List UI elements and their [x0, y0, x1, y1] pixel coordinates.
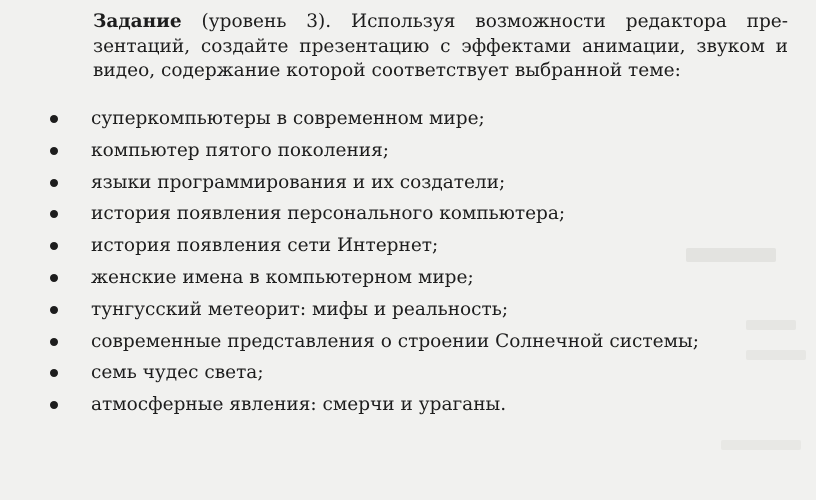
task-paragraph — [93, 10, 788, 84]
list-item-text: компьютер пятого поколения; — [91, 139, 390, 161]
list-item — [0, 201, 800, 233]
list-item-text: атмосферные явления: смерчи и ураганы. — [91, 394, 507, 416]
topic-list — [0, 106, 800, 424]
list-item-text: история появления персонального компьютера; — [91, 203, 566, 225]
list-item-text: тунгусский метеорит: мифы и реальность; — [91, 298, 509, 320]
list-item-text: суперкомпьютеры в современном мире; — [91, 108, 485, 129]
bullet-icon — [50, 179, 58, 187]
list-item — [0, 297, 800, 329]
list-item-text: семь чудес света; — [91, 362, 264, 384]
list-item — [0, 265, 800, 297]
bullet-icon — [50, 369, 58, 377]
bullet-icon — [50, 338, 58, 346]
list-item — [0, 329, 800, 361]
list-item-text: языки программирования и их создатели; — [91, 171, 506, 193]
bullet-icon — [50, 274, 58, 282]
bullet-icon — [50, 115, 58, 123]
list-item — [0, 360, 800, 392]
list-item-text: женские имена в компьютерном мире; — [91, 266, 474, 288]
bullet-icon — [50, 306, 58, 314]
bullet-icon — [50, 401, 58, 409]
list-item — [0, 138, 800, 170]
bleed-through-mark — [721, 440, 801, 450]
bullet-icon — [50, 210, 58, 218]
list-item — [0, 170, 800, 202]
list-item-text: история появления сети Интернет; — [91, 235, 439, 257]
list-item — [0, 392, 800, 424]
list-item — [0, 233, 800, 265]
list-item — [0, 106, 800, 138]
task-title: Задание — [93, 11, 182, 32]
list-item-text: современные представления о строении Солнечной системы; — [91, 330, 699, 352]
bullet-icon — [50, 147, 58, 155]
bullet-icon — [50, 242, 58, 250]
task-text: (уровень 3). Используя возможности редактора пре-зентаций, создайте презентацию с эффектами анимации, звуком и видео, содержание которой соответствует выбранной теме: — [93, 11, 788, 81]
